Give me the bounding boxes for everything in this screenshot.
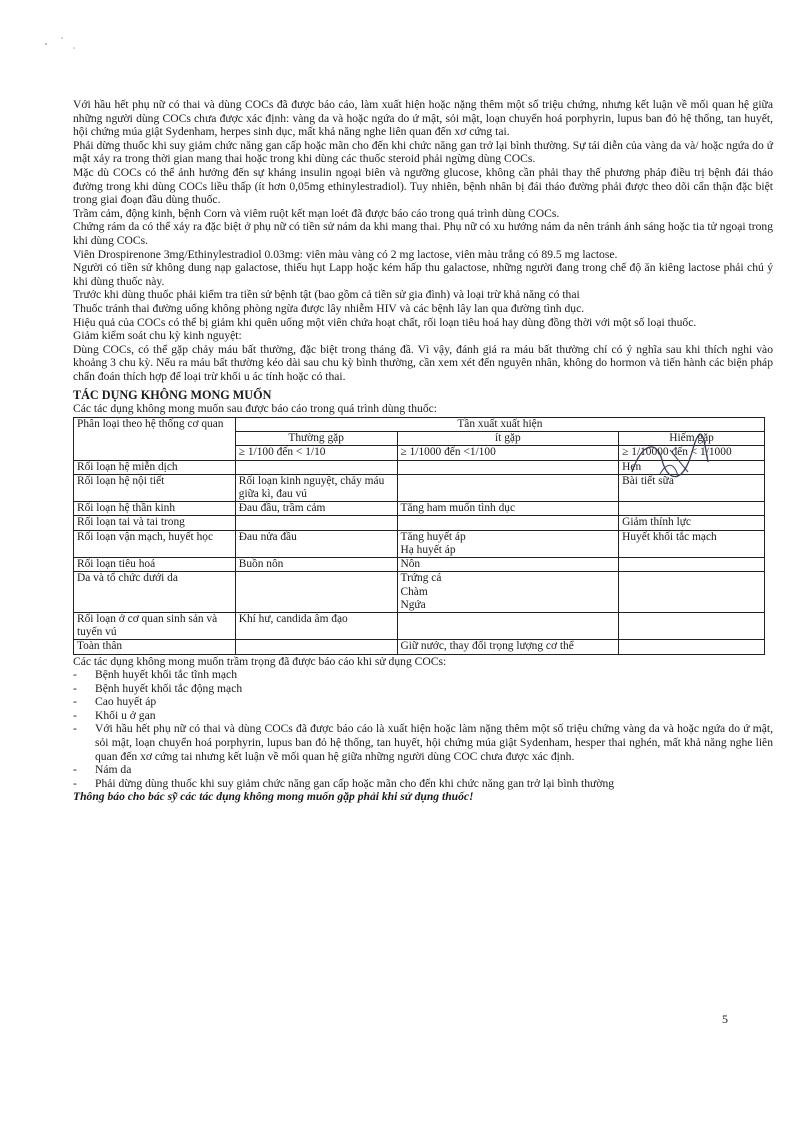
- organ-class-header: Phân loại theo hệ thống cơ quan: [74, 418, 236, 461]
- cell-line: Chàm: [400, 585, 428, 598]
- paragraph-cycle-control-title: Giảm kiểm soát chu kỳ kinh nguyệt:: [73, 329, 242, 343]
- paragraph-chloasma: Chứng rám da có thể xảy ra đặc biệt ở phụ nữ có tiền sử nám da khi mang thai. Phụ nữ có xu hướng nám da nên tránh ánh sáng hoặc tia tử ngoại trong khi dùng COCs.: [73, 220, 773, 247]
- rare-cell: [619, 558, 765, 572]
- rare-cell: [619, 502, 765, 516]
- bullet-dash: -: [73, 763, 77, 777]
- common-cell: Khí hư, candida âm đạo: [235, 612, 397, 639]
- paragraph-bleeding: Dùng COCs, có thể gặp chảy máu bất thường, đặc biệt trong tháng đầ. Vì vậy, đánh giá ra máu bất thường chỉ có ý nghĩa sau khi thích nghi vào khoảng 3 chu kỳ. Nếu ra máu bất thường kéo dài sau chu kỳ bình thường, cần xem xét đến nguyên nhân, không do hormon và tiến hành các biện pháp chẩn đoán thích hợp để loại trừ khối u ác tính hoặc có thai.: [73, 342, 773, 383]
- uncommon-cell: [397, 612, 619, 639]
- table-row: [74, 558, 765, 572]
- bullet-dash: -: [73, 668, 77, 682]
- list-item: [73, 695, 773, 709]
- cell-line: Ngứa: [400, 598, 426, 611]
- table-row: [74, 502, 765, 516]
- list-item: [73, 722, 773, 763]
- uncommon-cell: Giữ nước, thay đổi trọng lượng cơ thể: [397, 640, 619, 654]
- uncommon-cell: [397, 572, 619, 613]
- list-item: [73, 682, 773, 696]
- rare-cell: [619, 612, 765, 639]
- common-cell: Đau nửa đầu: [235, 530, 397, 557]
- closing-note: Thông báo cho bác sỹ các tác dụng không mong muốn gặp phải khi sử dụng thuốc!: [73, 790, 474, 804]
- list-item-text: Cao huyết áp: [95, 695, 157, 709]
- table-row: [74, 530, 765, 557]
- table-intro: Các tác dụng không mong muốn sau được báo cáo trong quá trình dùng thuốc:: [73, 402, 438, 416]
- list-item-text: Với hầu hết phụ nữ có thai và dùng COCs đã được báo cáo là xuất hiện hoặc làm nặng thêm một số triệu chứng vàng da và hoặc ngứa do ứ mật, sỏi mật, loạn chuyển hoá porphyrin, lupus ban đỏ hệ thống, tan huyết, hội chứng múa giật Sydenham, hesper thai nghén, mất khả năng nghe liên quan đến xơ cứng tai nhưng kết luận về mối quan hệ giữa những người dùng COC chưa được xác định.: [95, 722, 773, 763]
- list-item-text: Phải dừng dùng thuốc khi suy giảm chức năng gan cấp hoặc mãn cho đến khi chức năng gan trở lại bình thường: [95, 776, 615, 790]
- common-cell: Buồn nôn: [235, 558, 397, 572]
- table-row: [74, 516, 765, 530]
- list-item: [73, 668, 773, 682]
- paragraph-liver-function: Phải dừng thuốc khi suy giảm chức năng gan cấp hoặc mãn cho đến khi chức năng gan trở lại bình thường. Sự tái diễn của vàng da và/ hoặc ngứa do ứ mật xảy ra trong thời gian mang thai hoặc trong khi dùng các thuốc steroid phải ngừng dùng COCs.: [73, 138, 773, 166]
- paragraph-depression: Trầm cảm, động kinh, bệnh Corn và viêm ruột kết mạn loét đã được báo cáo trong quá trình dùng COCs.: [73, 206, 560, 220]
- organ-cell: Da và tổ chức dưới da: [74, 572, 236, 613]
- organ-cell: Rối loạn hệ miễn dịch: [74, 460, 236, 474]
- section-heading: TÁC DỤNG KHÔNG MONG MUỐN: [73, 388, 272, 403]
- uncommon-cell: [397, 460, 619, 474]
- rare-cell: [619, 572, 765, 613]
- paragraph-cholestasis: Với hầu hết phụ nữ có thai và dùng COCs đã được báo cáo, làm xuất hiện hoặc nặng thêm một số triệu chứng, nhưng kết luận về mối quan hệ giữa những người dùng COCs chưa được xác định: vàng da và hoặc ngứa do ứ mật, sỏi mật, loạn chuyển hoá porphyrin, lupus ban đỏ hệ thống, tan huyết, hội chứng múa giật Sydenham, herpes sinh dục, mất khả năng nghe liên quan đến xơ cứng tai.: [73, 98, 773, 139]
- bullet-dash: -: [73, 722, 77, 736]
- uncommon-cell: [397, 530, 619, 557]
- rare-cell: Hen: [619, 460, 765, 474]
- list-item-text: Khối u ở gan: [95, 708, 156, 722]
- cell-line: Tăng huyết áp: [400, 530, 466, 543]
- cell-line: Hạ huyết áp: [400, 543, 456, 556]
- organ-cell: Rối loạn hệ nội tiết: [74, 474, 236, 501]
- uncommon-header: ít gặp: [397, 432, 619, 446]
- handwritten-signature: [622, 432, 712, 492]
- organ-cell: Toàn thân: [74, 640, 236, 654]
- rare-range: ≥ 1/10000 đến < 1/1000: [619, 446, 765, 460]
- common-header: Thường gặp: [235, 432, 397, 446]
- paragraph-lactose-content: Viên Drospirenone 3mg/Ethinylestradiol 0.03mg: viên màu vàng có 2 mg lactose, viên màu trắng có 89.5 mg lactose.: [73, 247, 618, 261]
- common-cell: [235, 640, 397, 654]
- common-cell: Đau đầu, trầm cảm: [235, 502, 397, 516]
- paragraph-efficacy: Hiệu quả của COCs có thể bị giảm khi quên uống một viên chứa hoạt chất, rối loạn tiêu hoá hay dùng đồng thời với một số loại thuốc.: [73, 315, 697, 329]
- frequency-header: Tần xuất xuất hiện: [235, 418, 764, 432]
- organ-cell: Rối loạn tiêu hoá: [74, 558, 236, 572]
- page-number: 5: [722, 1012, 728, 1026]
- uncommon-cell: Nôn: [397, 558, 619, 572]
- paragraph-galactose: Người có tiền sử không dung nạp galactose, thiếu hụt Lapp hoặc kém hấp thu galactose, những người đang trong chế độ ăn kiêng lactose phải chú ý khi dùng thuốc này.: [73, 261, 773, 288]
- bullet-dash: -: [73, 695, 77, 709]
- cell-line: Trứng cá: [400, 572, 442, 585]
- bullet-dash: -: [73, 681, 77, 695]
- serious-effects-list: [73, 668, 773, 790]
- intro-section: [73, 98, 773, 383]
- rare-cell: [619, 640, 765, 654]
- common-cell: Rối loạn kinh nguyệt, chảy máu giữa kì, đau vú: [235, 474, 397, 501]
- uncommon-cell: [397, 474, 619, 501]
- rare-cell: Giảm thính lực: [619, 516, 765, 530]
- organ-cell: Rối loạn vận mạch, huyết học: [74, 530, 236, 557]
- table-row: [74, 612, 765, 639]
- rare-header: Hiếm gặp: [619, 432, 765, 446]
- list-item: [73, 763, 773, 777]
- common-cell: [235, 516, 397, 530]
- list-item-text: Bệnh huyết khối tắc động mạch: [95, 681, 243, 695]
- uncommon-cell: Tăng ham muốn tình dục: [397, 502, 619, 516]
- organ-cell: Rối loạn tai và tai trong: [74, 516, 236, 530]
- list-item-text: Bệnh huyết khối tắc tĩnh mạch: [95, 668, 237, 682]
- common-cell: [235, 572, 397, 613]
- list-item-text: Nám da: [95, 763, 132, 777]
- table-row: [74, 572, 765, 613]
- list-item: [73, 777, 773, 791]
- serious-effects-intro: Các tác dụng không mong muốn trầm trọng đã được báo cáo khi sử dụng COCs:: [73, 654, 447, 668]
- table-row: [74, 640, 765, 654]
- rare-cell: Huyết khối tắc mạch: [619, 530, 765, 557]
- bullet-dash: -: [73, 708, 77, 722]
- organ-cell: Rối loạn hệ thần kinh: [74, 502, 236, 516]
- uncommon-range: ≥ 1/1000 đến <1/100: [397, 446, 619, 460]
- table-header-row: [74, 418, 765, 432]
- uncommon-cell: [397, 516, 619, 530]
- paragraph-hiv: Thuốc tránh thai đường uống không phòng ngừa được lây nhiễm HIV và các bệnh lây lan qua đường tình dục.: [73, 301, 585, 315]
- rare-cell: Bài tiết sữa: [619, 474, 765, 501]
- bullet-dash: -: [73, 776, 77, 790]
- paragraph-medical-history: Trước khi dùng thuốc phải kiểm tra tiền sử bệnh tật (bao gồm cả tiền sử gia đình) và loại trừ khả năng có thai: [73, 288, 580, 302]
- organ-cell: Rối loạn ở cơ quan sinh sản và tuyến vú: [74, 612, 236, 639]
- common-cell: [235, 460, 397, 474]
- paragraph-insulin: Mặc dù COCs có thể ảnh hưởng đến sự kháng insulin ngoại biên và ngưỡng glucose, không cần phải thay thế phương pháp điều trị bệnh đái tháo đường trong khi dùng COCs liều thấp (ít hơn 0,05mg ethinylestradiol). Tuy nhiên, bệnh nhân bị đái tháo đường phải được theo dõi cẩn thận đặc biệt trong giai đoạn đầu dùng thuốc.: [73, 165, 773, 207]
- list-item: [73, 709, 773, 723]
- common-range: ≥ 1/100 đến < 1/10: [235, 446, 397, 460]
- scan-specks: [40, 30, 90, 60]
